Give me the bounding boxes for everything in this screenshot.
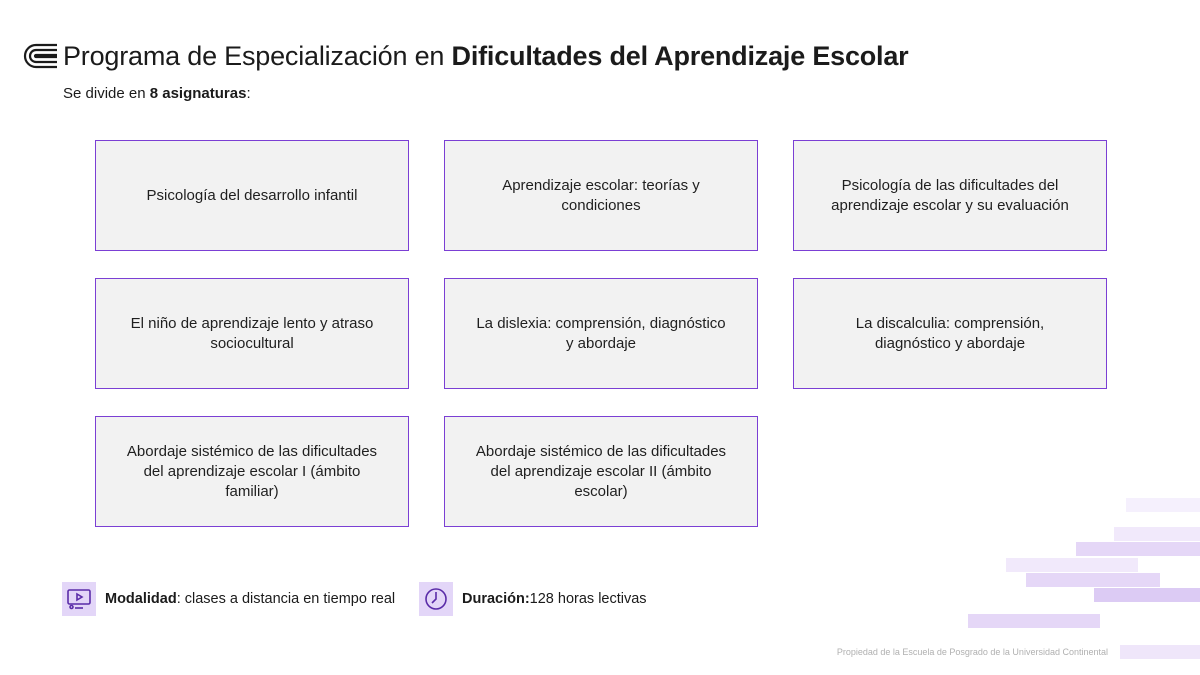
course-card: Abordaje sistémico de las dificultades del aprendizaje escolar I (ámbito familiar) [95, 416, 409, 527]
course-card: Abordaje sistémico de las dificultades del aprendizaje escolar II (ámbito escolar) [444, 416, 758, 527]
logo-icon [22, 42, 58, 70]
title-regular: Programa de Especialización en [63, 41, 452, 71]
course-card: La dislexia: comprensión, diagnóstico y abordaje [444, 278, 758, 389]
duration-value: 128 horas lectivas [529, 591, 647, 607]
courses-grid [95, 140, 1106, 527]
modality-info [62, 582, 395, 616]
course-card: Psicología de las dificultades del aprendizaje escolar y su evaluación [793, 140, 1107, 251]
duration-info [419, 582, 647, 616]
duration-label: Duración: [462, 591, 530, 607]
subtitle-count: 8 asignaturas [149, 85, 247, 102]
course-card: Aprendizaje escolar: teorías y condiciones [444, 140, 758, 251]
clock-icon [424, 587, 448, 611]
duration-icon-box [419, 582, 453, 616]
modality-value: : clases a distancia en tiempo real [176, 591, 396, 607]
video-class-icon [66, 588, 92, 610]
course-card: Psicología del desarrollo infantil [95, 140, 409, 251]
course-card: El niño de aprendizaje lento y atraso sociocultural [95, 278, 409, 389]
ownership-footer: Propiedad de la Escuela de Posgrado de la Universidad Continental [836, 647, 1108, 657]
modality-label: Modalidad [105, 591, 177, 607]
modality-icon-box [62, 582, 96, 616]
subtitle-suffix: : [246, 85, 251, 102]
title-bold: Dificultades del Aprendizaje Escolar [451, 41, 909, 71]
course-card: La discalculia: comprensión, diagnóstico y abordaje [793, 278, 1107, 389]
page-subtitle [63, 84, 251, 104]
page-title [63, 38, 908, 74]
subtitle-prefix: Se divide en [63, 85, 150, 102]
